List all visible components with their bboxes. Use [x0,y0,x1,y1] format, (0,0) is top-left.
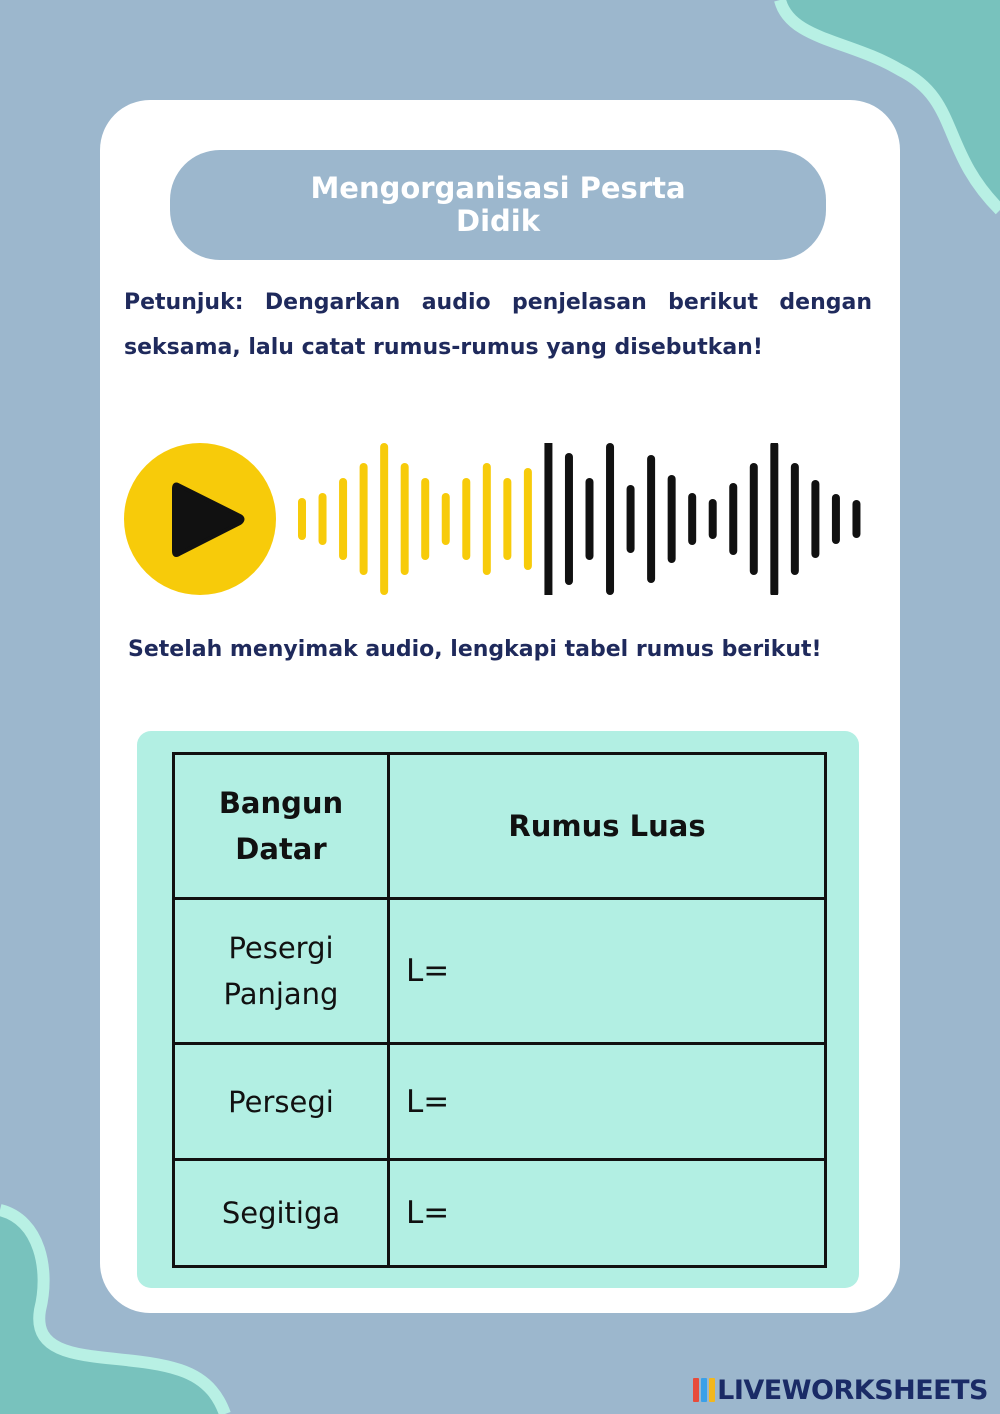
brand-name: LIVEWORKSHEETS [717,1374,988,1406]
audio-waveform[interactable] [294,443,869,595]
header-bangun-datar: Bangun Datar [174,754,389,899]
formula-answer-field[interactable]: L= [389,1160,826,1267]
formula-answer-field[interactable]: L= [389,899,826,1044]
page-title: Mengorganisasi Pesrta Didik [310,171,686,238]
audio-player [124,443,869,595]
table-row [174,899,826,1044]
shape-name: Persegi [174,1044,389,1160]
table-row [174,1044,826,1160]
table-row [174,1160,826,1267]
shape-name: Segitiga [174,1160,389,1267]
shape-name: Pesergi Panjang [174,899,389,1044]
play-button[interactable] [124,443,276,595]
formula-table-panel [137,731,859,1288]
formula-table [172,752,827,1268]
title-banner [170,150,826,260]
formula-answer-field[interactable]: L= [389,1044,826,1160]
instruction-text: Petunjuk: Dengarkan audio penjelasan berikut dengan seksama, lalu catat rumus-rumus yang disebutkan! [124,290,872,360]
header-rumus-luas: Rumus Luas [389,754,826,899]
table-instruction-text: Setelah menyimak audio, lengkapi tabel rumus berikut! [128,637,822,662]
table-header-row [174,754,826,899]
worksheet-card [100,100,900,1313]
liveworksheets-logo-icon [693,1378,715,1402]
liveworksheets-brand [693,1373,988,1407]
